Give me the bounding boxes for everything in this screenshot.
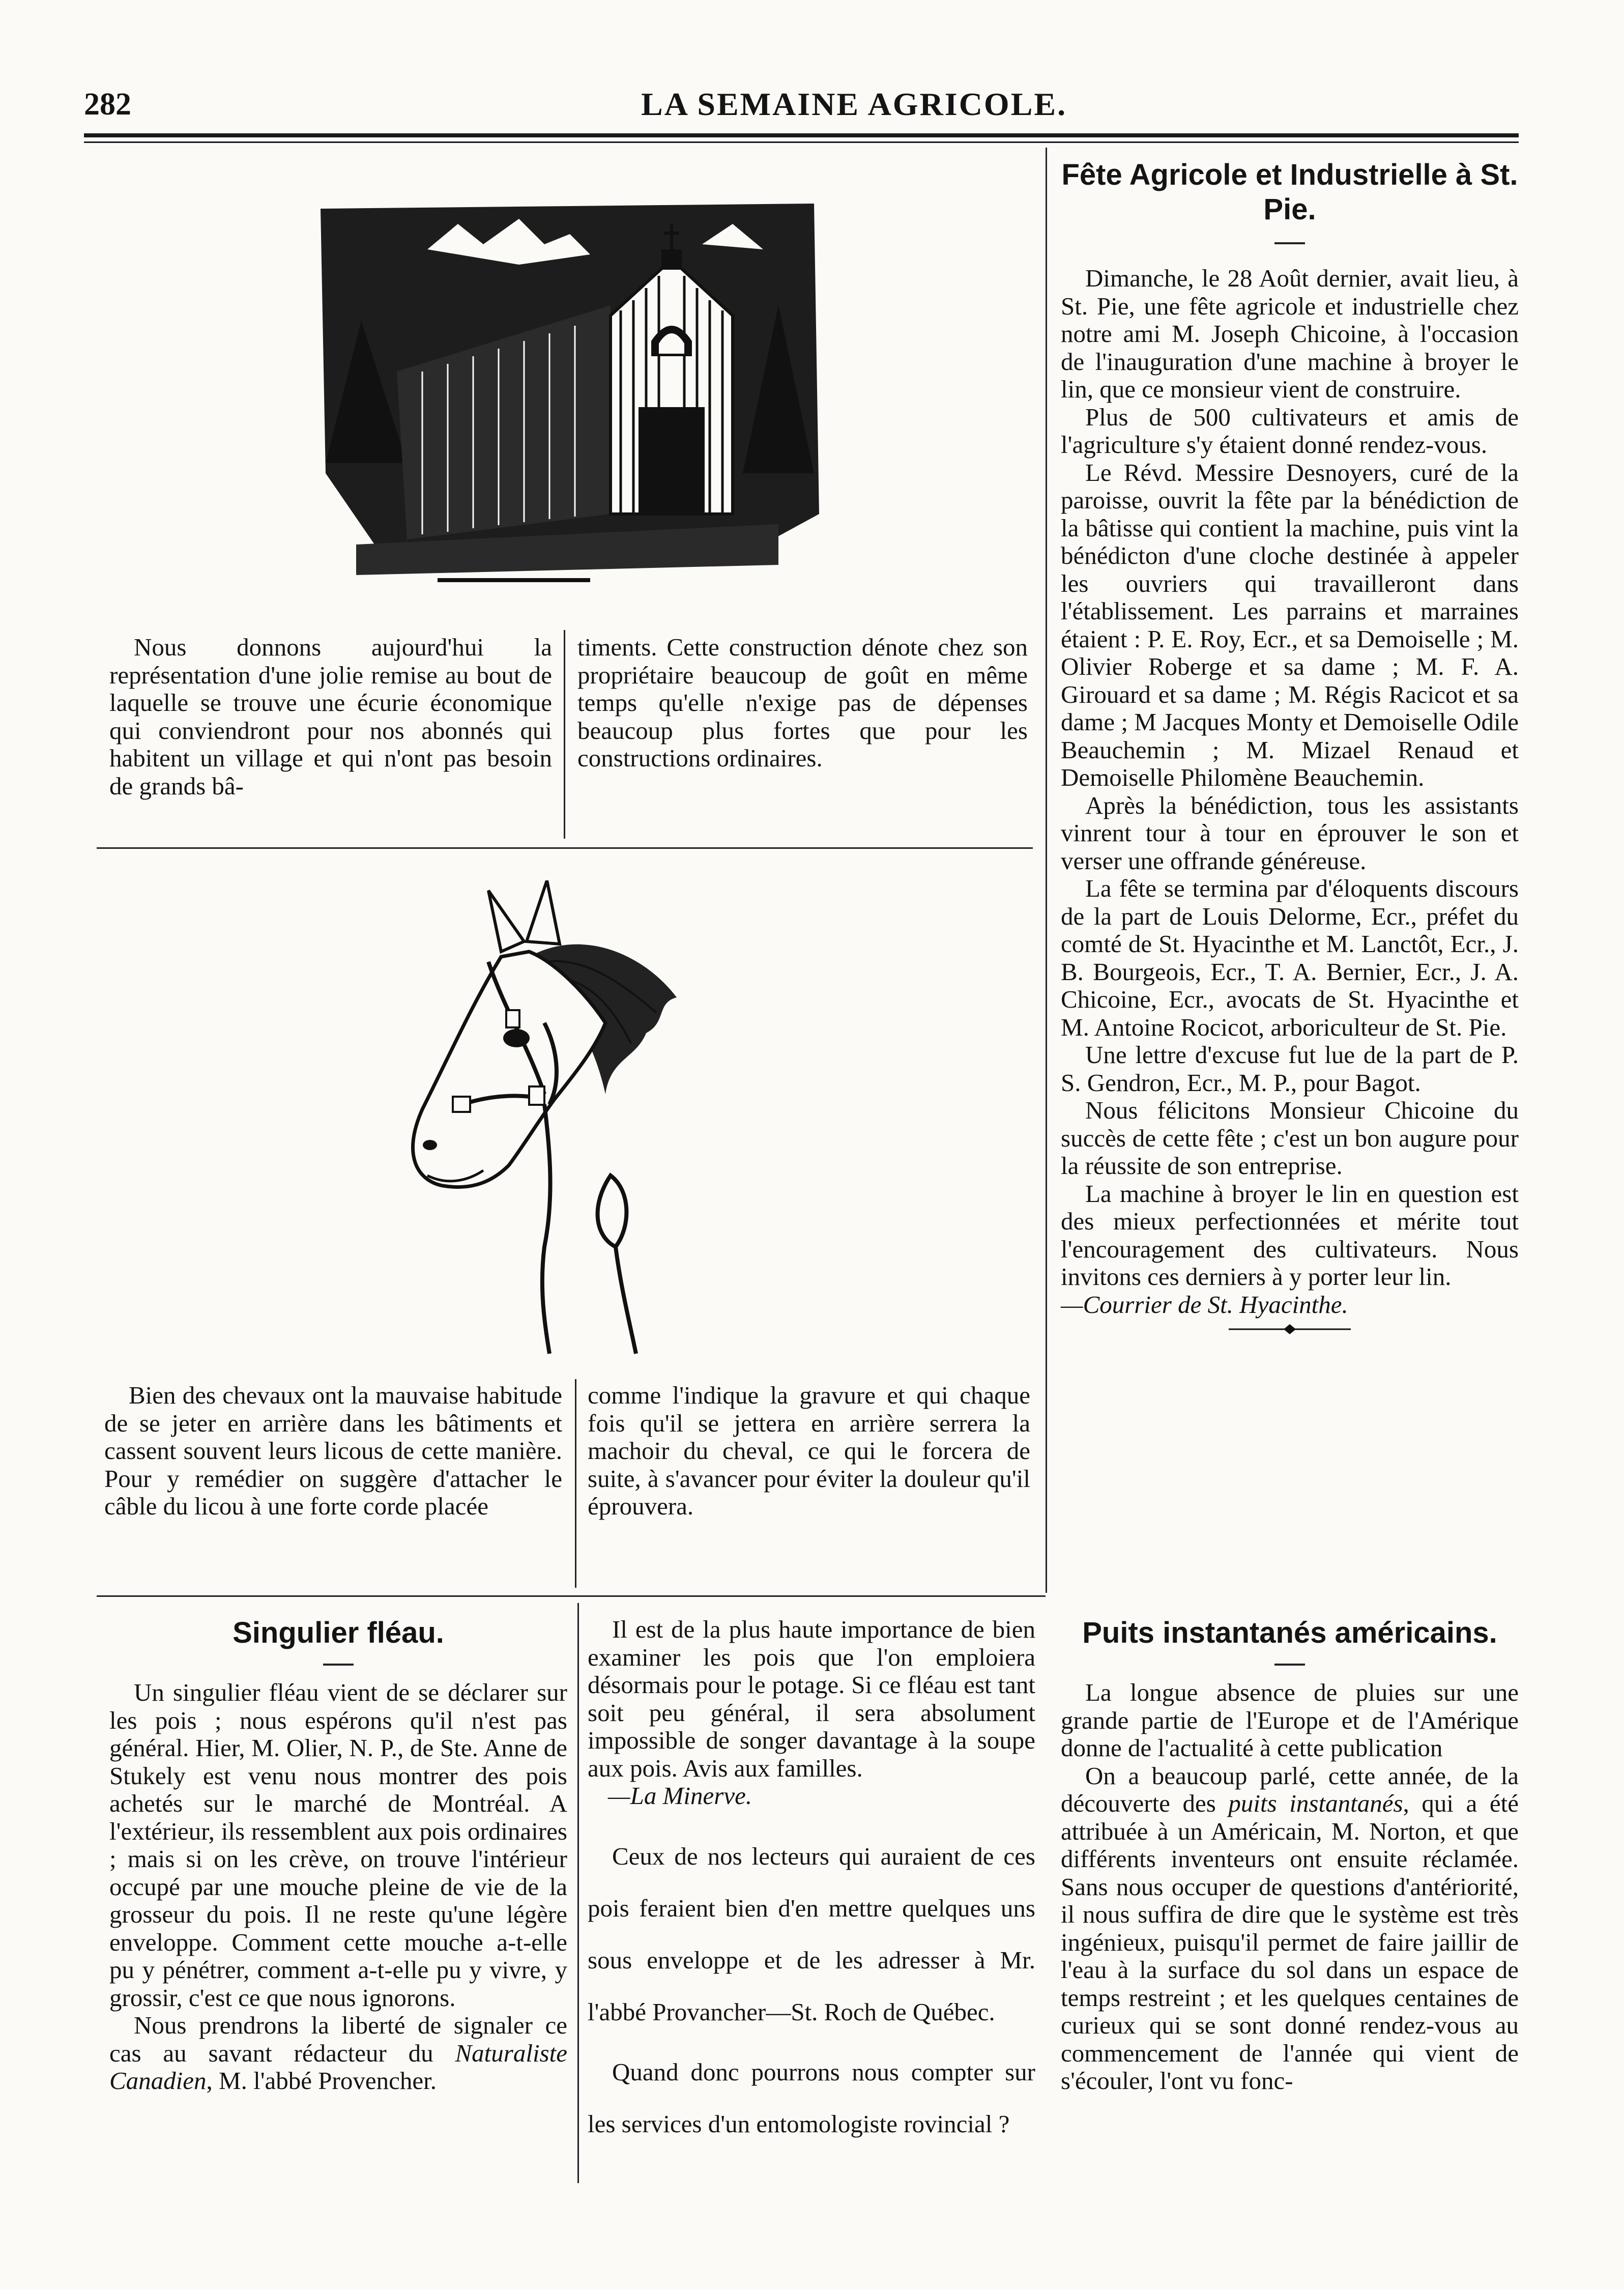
puits-paragraph: On a beaucoup parlé, cette année, de la découverte des puits instantanés, qui a été attribuée à un Américain, M. Norton, et que différents inventeurs ont ensuite réclamée. Sans nous occuper de questions d'antériorité, il nous suffira de dire que le système est très ingénieux, puisqu'il permet de faire jaillir de l'eau à la surface du sol dans un espace de temps restreint ; et les quelques centaines de curieux qui se sont donné rendez-vous au commencement de l'année qui vient de s'écouler, l'ont vu fonc-	[1061, 1761, 1519, 2095]
title-dash	[323, 1664, 354, 1666]
title-dash	[1274, 1664, 1305, 1666]
column-divider	[575, 1379, 576, 1588]
fete-paragraph: La machine à broyer le lin en question est des mieux perfectionnées et mérite tout l'encouragement des cultivateurs. Nous invitons ces derniers à y porter leur lin.	[1061, 1179, 1519, 1291]
fete-paragraph: Le Révd. Messire Desnoyers, curé de la paroisse, ouvrit la fête par la bénédiction de la bâtisse qui contient la machine, puis vint la bénédicton d'une cloche destinée à appeler les ouvriers qui travailleront dans l'établissement. Les parrains et marraines étaient : P. E. Roy, Ecr., et sa Demoiselle ; M. Olivier Roberge et sa dame ; M. F. A. Girouard et sa dame ; M. Régis Racicot et sa dame ; M Jacques Monty et Demoiselle Odile Beauchemin ; M. Mizael Renaud et Demoiselle Philomène Beauchemin.	[1061, 458, 1519, 791]
puits-paragraph: La longue absence de pluies sur une grande partie de l'Europe et de l'Amérique donne de l'actualité à cette publication	[1061, 1678, 1519, 1762]
running-title: LA SEMAINE AGRICOLE.	[641, 86, 1067, 122]
fete-source: —Courrier de St. Hyacinthe.	[1061, 1290, 1348, 1319]
fleau-article-left	[109, 1616, 567, 2095]
section-rule	[97, 1595, 1046, 1597]
fete-paragraph: Après la bénédiction, tous les assistants vinrent tour à tour en éprouver le son et verser une offrande généreuse.	[1061, 791, 1519, 875]
fleau-paragraph: Quand donc pourrons nous compter sur les services d'un entomologiste rovincial ?	[588, 2057, 1035, 2138]
remise-engraving	[305, 188, 829, 600]
fleau-title: Singulier fléau.	[233, 1616, 444, 1649]
section-rule	[97, 847, 1033, 849]
fleau-paragraph: Un singulier fléau vient de se déclarer sur les pois ; nous espérons qu'il n'est pas général. Hier, M. Olier, N. P., de Ste. Anne de Stukely est venu nous montrer des pois achetés sur le marché de Montréal. A l'extérieur, ils ressemblent aux pois ordinaires ; mais si on les crève, on trouve l'intérieur occupé par une mouche pleine de vie de la grosseur du pois. Il ne reste qu'une légère enveloppe. Comment cette mouche a-t-elle pu y pénétrer, comment a-t-elle pu y vivre, y grossir, c'est ce que nous ignorons.	[109, 1678, 567, 2012]
chevaux-text-left: Bien des chevaux ont la mauvaise habitude de se jeter en arrière dans les bâtiments et cassent souvent leurs licous de cette manière. Pour y remédier on suggère d'attacher le câble du licou à une forte corde placée	[104, 1381, 562, 1520]
fleau-paragraph: Il est de la plus haute importance de bien examiner les pois que l'on emploiera désormais pour le potage. Si ce fléau est tant soit peu général, il sera absolument impossible de songer davantage à la soupe aux pois. Avis aux familles.	[588, 1615, 1035, 1782]
horse-head-engraving	[392, 880, 717, 1364]
remise-text-left: Nous donnons aujourd'hui la représentation d'une jolie remise au bout de laquelle se trouve une écurie économique qui conviendront pour nos abonnés qui habitent un village et qui n'ont pas besoin de grands bâ-	[109, 633, 552, 800]
fleau-article-right	[588, 1616, 1035, 2150]
fete-title: Fête Agricole et Industrielle à St. Pie.	[1061, 158, 1518, 226]
puits-title: Puits instantanés américains.	[1082, 1616, 1497, 1649]
fete-paragraph: La fête se termina par d'éloquents discours de la part de Louis Delorme, Ecr., préfet du comté de St. Hyacinthe et M. Lanctôt, Ecr., J. B. Bourgeois, Ecr., T. A. Bernier, Ecr., J. A. Chicoine, Ecr., avocats de St. Hyacinthe et M. Antoine Rocicot, arboriculteur de St. Pie.	[1061, 874, 1519, 1041]
puits-article	[1061, 1616, 1519, 2095]
remise-text-right: timents. Cette construction dénote chez son propriétaire beaucoup de goût en même temps qu'elle n'exige pas de dépenses beaucoup plus fortes que pour les constructions ordinaires.	[577, 633, 1028, 772]
fete-paragraph: Une lettre d'excuse fut lue de la part de P. S. Gendron, Ecr., M. P., pour Bagot.	[1061, 1041, 1519, 1097]
fleau-paragraph: Ceux de nos lecteurs qui auraient de ces pois feraient bien d'en mettre quelques uns sous enveloppe et de les adresser à Mr. l'abbé Provancher—St. Roch de Québec.	[588, 1842, 1035, 2026]
chevaux-text-right: comme l'indique la gravure et qui chaque fois qu'il se jettera en arrière serrera la machoir du cheval, ce qui le forcera de suite, à s'avancer pour éviter la douleur qu'il éprouvera.	[588, 1381, 1030, 1520]
fete-paragraph: Dimanche, le 28 Août dernier, avait lieu, à St. Pie, une fête agricole et industrielle chez notre ami M. Joseph Chicoine, à l'occasion de l'inauguration d'une machine à broyer le lin, que ce monsieur vient de construire.	[1061, 264, 1519, 403]
fleau-source: —La Minerve.	[608, 1782, 752, 1810]
header-rule-thick	[84, 133, 1519, 137]
column-divider	[1046, 148, 1047, 1593]
fete-article	[1061, 158, 1519, 1337]
title-dash	[1274, 242, 1305, 244]
ornament-rule	[1061, 1322, 1519, 1337]
fleau-paragraph: Nous prendrons la liberté de signaler ce cas au savant rédacteur du Naturaliste Canadien, M. l'abbé Provencher.	[109, 2011, 567, 2095]
header-rule-thin	[84, 141, 1519, 143]
fete-paragraph: Plus de 500 cultivateurs et amis de l'agriculture s'y étaient donné rendez-vous.	[1061, 403, 1519, 459]
fete-paragraph: Nous félicitons Monsieur Chicoine du succès de cette fête ; c'est un bon augure pour la réussite de son entreprise.	[1061, 1096, 1519, 1180]
column-divider	[577, 1603, 579, 2183]
column-divider	[564, 630, 565, 839]
page-number: 282	[84, 87, 131, 122]
